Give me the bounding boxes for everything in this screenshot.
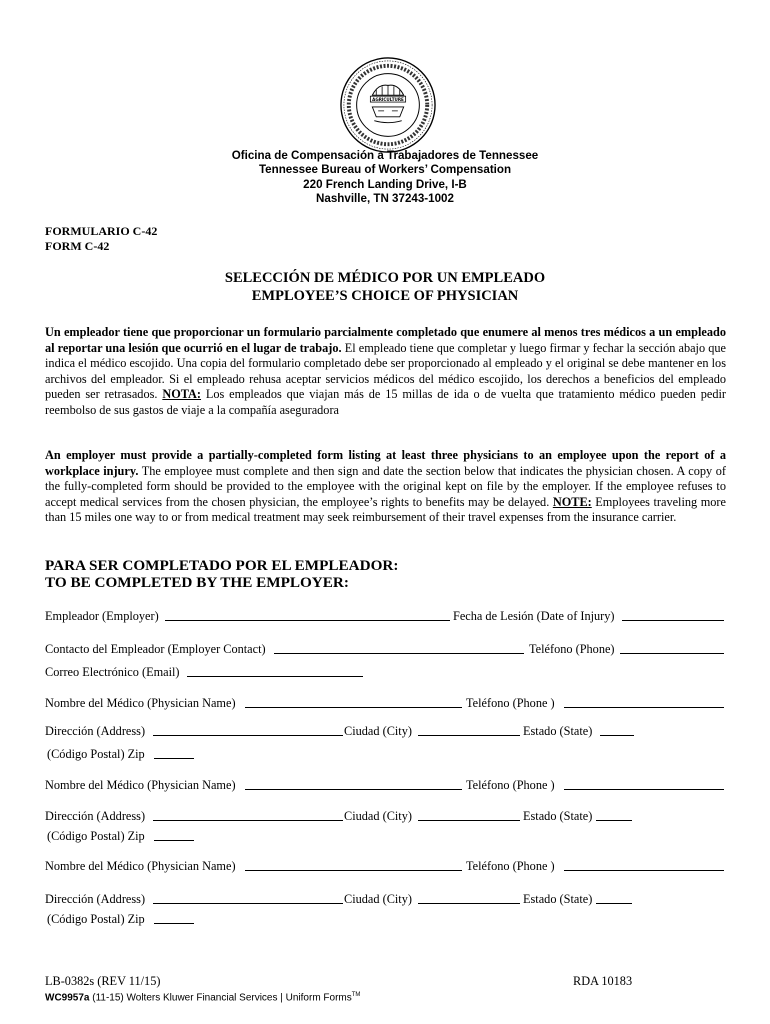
physician-1-zip-label: (Código Postal) Zip (47, 747, 145, 761)
physician-3-zip-row (45, 911, 725, 927)
physician-3-row (45, 858, 725, 874)
physician-1-zip-row (45, 746, 725, 762)
email-input-line[interactable] (187, 664, 363, 677)
instructions-es-bold: Un empleador tiene que proporcionar un formulario parcialmente completado que enumere al menos tres médicos a un empleado al reportar una lesión que ocurrió en el lugar de trabajo. (45, 325, 726, 355)
physician-2-name-label: Nombre del Médico (Physician Name) (45, 778, 236, 792)
agency-name-es: Oficina de Compensación a Trabajadores de Tennessee (231, 149, 539, 162)
section-heading-es: PARA SER COMPLETADO POR EL EMPLEADOR: (45, 557, 399, 574)
instructions-english (45, 448, 726, 526)
email-row (45, 664, 725, 680)
injury-date-input-line[interactable] (622, 608, 724, 621)
physician-2-zip-row (45, 828, 725, 844)
title-es: SELECCIÓN DE MÉDICO POR UN EMPLEADO (224, 270, 546, 286)
physician-2-address-label: Dirección (Address) (45, 809, 146, 823)
employer-label: Empleador (Employer) (45, 609, 159, 623)
document-title (0, 270, 770, 305)
physician-2-address-row (45, 808, 725, 824)
physician-3-city-label: Ciudad (City) (344, 892, 412, 906)
employer-input-line[interactable] (165, 608, 450, 621)
physician-1-phone-input-line[interactable] (564, 695, 724, 708)
rda-number: RDA 10183 (573, 974, 633, 988)
physician-1-name-input-line[interactable] (245, 695, 462, 708)
email-label: Correo Electrónico (Email) (45, 665, 180, 679)
employer-contact-label: Contacto del Empleador (Employer Contact) (45, 642, 266, 656)
physician-1-name-label: Nombre del Médico (Physician Name) (45, 696, 236, 710)
physician-1-state-input-line[interactable] (600, 723, 634, 736)
physician-1-address-input-line[interactable] (153, 723, 343, 736)
physician-3-zip-input-line[interactable] (154, 911, 194, 924)
employer-contact-row (45, 641, 725, 657)
trademark-mark: TM (351, 992, 361, 998)
physician-3-phone-input-line[interactable] (564, 858, 724, 871)
instructions-en-text2: Employees traveling more than 15 miles one way to or from medical treatment may seek reimbursement of their travel expenses from the insurance carrier. (45, 494, 726, 525)
seal-text: AGRICULTURE (372, 97, 404, 103)
note-label-en: NOTE: (552, 494, 592, 509)
physician-1-address-label: Dirección (Address) (45, 724, 146, 738)
physician-2-row (45, 777, 725, 793)
agency-header (0, 149, 770, 207)
tennessee-state-seal (339, 56, 437, 154)
physician-2-city-label: Ciudad (City) (344, 809, 412, 823)
physician-2-state-input-line[interactable] (596, 808, 632, 821)
instructions-en-text: The employee must complete and then sign and date the section below that indicates the physician chosen. A copy of the fully-completed form should be provided to the employee with the original kept on file by the employer. If the employee refuses to accept medical services from the chosen physician, the employee’s rights to benefits may be delayed. (45, 463, 726, 509)
physician-3-phone-label: Teléfono (Phone ) (466, 859, 555, 873)
instructions-spanish (45, 325, 726, 419)
publisher-code: WC9957a (45, 992, 90, 1004)
employer-row (45, 608, 725, 624)
injury-date-label: Fecha de Lesión (Date of Injury) (453, 609, 615, 623)
physician-3-state-input-line[interactable] (596, 891, 632, 904)
publisher-line (45, 988, 360, 1005)
physician-2-zip-label: (Código Postal) Zip (47, 829, 145, 843)
physician-3-city-input-line[interactable] (418, 891, 520, 904)
physician-3-name-input-line[interactable] (245, 858, 462, 871)
form-id (45, 224, 157, 254)
physician-2-phone-label: Teléfono (Phone ) (466, 778, 555, 792)
physician-2-address-input-line[interactable] (153, 808, 343, 821)
agency-city: Nashville, TN 37243-1002 (316, 192, 454, 206)
section-heading-en: TO BE COMPLETED BY THE EMPLOYER: (45, 574, 349, 591)
physician-2-phone-input-line[interactable] (564, 777, 724, 790)
physician-1-city-label: Ciudad (City) (344, 724, 412, 738)
publisher-text: (11-15) Wolters Kluwer Financial Services | Uniform Forms (89, 992, 352, 1004)
agency-street: 220 French Landing Drive, I-B (303, 177, 467, 191)
employer-section-heading (45, 557, 398, 591)
physician-1-state-label: Estado (State) (523, 724, 593, 738)
instructions-en-bold: An employer must provide a partially-completed form listing at least three physicians to an employee upon the report of a workplace injury. (45, 448, 726, 478)
physician-1-zip-input-line[interactable] (154, 746, 194, 759)
contact-phone-input-line[interactable] (620, 641, 724, 654)
title-en: EMPLOYEE’S CHOICE OF PHYSICIAN (251, 287, 519, 304)
physician-3-zip-label: (Código Postal) Zip (47, 912, 145, 926)
instructions-es-text: El empleado tiene que completar y luego firmar y fechar la sección abajo que indica el médico escojido. Una copia del formulario completado debe ser proporcionado al empleado y el original se debe mantener en los archivos del empleador. Si el empleado rehusa aceptar servicios médicos del médico escojido, los derechos a beneficios del empleado pueden ser retrasados. (45, 340, 726, 402)
form-revision-code: LB-0382s (REV 11/15) (45, 974, 161, 988)
employer-contact-input-line[interactable] (274, 641, 524, 654)
form-id-es: FORMULARIO C-42 (45, 224, 158, 238)
agency-name-en: Tennessee Bureau of Workers’ Compensation (258, 163, 512, 177)
physician-1-phone-label: Teléfono (Phone ) (466, 696, 555, 710)
contact-phone-label: Teléfono (Phone) (529, 642, 615, 656)
physician-2-state-label: Estado (State) (523, 809, 593, 823)
physician-2-city-input-line[interactable] (418, 808, 520, 821)
physician-2-name-input-line[interactable] (245, 777, 462, 790)
physician-1-row (45, 695, 725, 711)
physician-3-address-row (45, 891, 725, 907)
physician-3-address-label: Dirección (Address) (45, 892, 146, 906)
physician-3-name-label: Nombre del Médico (Physician Name) (45, 859, 236, 873)
form-id-en: FORM C-42 (45, 239, 110, 253)
instructions-es-text2: Los empleados que viajan más de 15 millas de ida o de vuelta que tratamiento médico pueden pedir reembolso de sus gastos de viaje a la compañía aseguradora (45, 387, 726, 417)
physician-1-address-row (45, 723, 725, 739)
physician-2-zip-input-line[interactable] (154, 828, 194, 841)
physician-1-city-input-line[interactable] (418, 723, 520, 736)
note-label-es: NOTA: (162, 387, 202, 402)
physician-3-address-input-line[interactable] (153, 891, 343, 904)
physician-3-state-label: Estado (State) (523, 892, 593, 906)
